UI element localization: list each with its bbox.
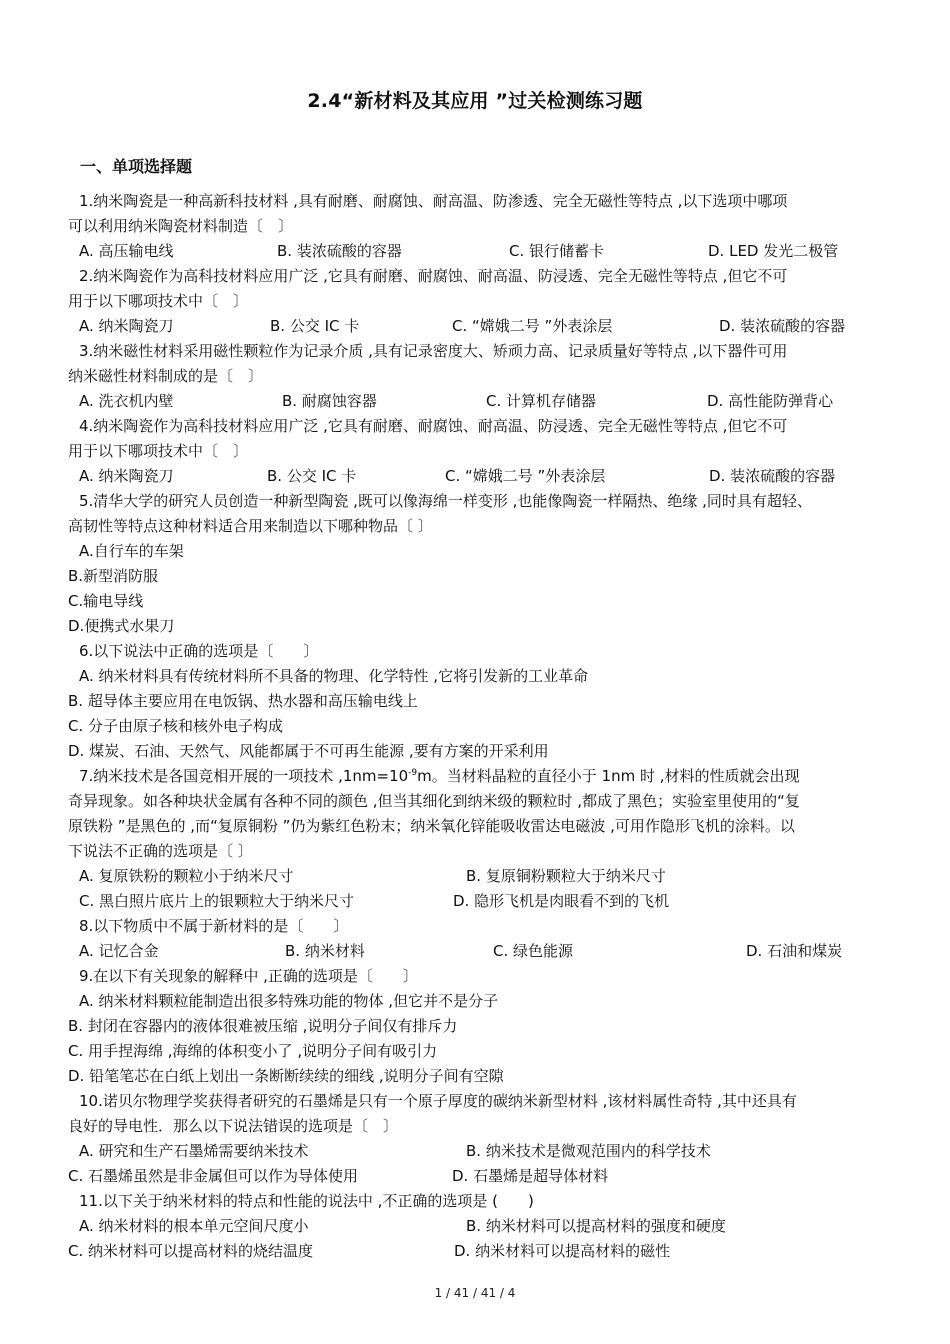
question-10-options-cd [68, 1164, 898, 1189]
option-d: D. LED 发光二极管 [708, 242, 839, 260]
question-7-stem [68, 764, 898, 789]
option-b: B. 装浓硫酸的容器 [277, 242, 402, 260]
option-a: A. 洗衣机内壁 [79, 392, 174, 410]
option-d: D. 装浓硫酸的容器 [719, 317, 846, 335]
option-d: D.便携式水果刀 [68, 617, 175, 635]
question-7-stem-cont: 原铁粉 ”是黑色的 ,而“复原铜粉 ”仍为紫红色粉末；纳米氧化锌能吸收雷达电磁波 ,可用作隐形飞机的涂料。以 [68, 817, 795, 835]
question-4-options [68, 464, 898, 489]
option-a: A. 复原铁粉的颗粒小于纳米尺寸 [79, 867, 294, 885]
option-c: C. 黑白照片底片上的银颗粒大于纳米尺寸 [79, 892, 355, 910]
option-d: D. 煤炭、石油、天然气、风能都属于不可再生能源 ,要有方案的开采利用 [68, 742, 549, 760]
option-a: A. 纳米材料的根本单元空间尺度小 [79, 1217, 309, 1235]
question-1-stem: 1.纳米陶瓷是一种高新科技材料 ,具有耐磨、耐腐蚀、耐高温、防渗透、完全无磁性等特点 ,以下选项中哪项 [79, 192, 788, 210]
option-a: A. 纳米陶瓷刀 [79, 467, 174, 485]
option-a: A. 纳米材料具有传统材料所不具备的物理、化学特性 ,它将引发新的工业革命 [79, 667, 589, 685]
option-d: D. 隐形飞机是肉眼看不到的飞机 [453, 892, 670, 910]
question-10-options-ab [68, 1139, 898, 1164]
option-c: C. 用手捏海绵 ,海绵的体积变小了 ,说明分子间有吸引力 [68, 1042, 438, 1060]
question-2-stem: 2.纳米陶瓷作为高科技材料应用广泛 ,它具有耐磨、耐腐蚀、耐高温、防浸透、完全无磁性等特点 ,但它不可 [79, 267, 788, 285]
option-c: C. 银行储蓄卡 [509, 242, 605, 260]
option-b: B. 复原铜粉颗粒大于纳米尺寸 [466, 867, 666, 885]
question-1-stem-cont: 可以利用纳米陶瓷材料制造〔 〕 [68, 217, 294, 235]
option-a: A. 研究和生产石墨烯需要纳米技术 [79, 1142, 309, 1160]
question-3-stem: 3.纳米磁性材料采用磁性颗粒作为记录介质 ,具有记录密度大、矫顽力高、记录质量好等特点 ,以下器件可用 [79, 342, 788, 360]
question-list [68, 189, 898, 1264]
question-5-stem-cont: 高韧性等特点这种材料适合用来制造以下哪种物品〔 〕 [68, 517, 433, 535]
option-c: C. 绿色能源 [493, 942, 574, 960]
question-6-stem: 6.以下说法中正确的选项是〔 〕 [79, 642, 319, 660]
question-7-stem-part2: m。当材料晶粒的直径小于 1nm 时 ,材料的性质就会出现 [417, 767, 800, 785]
section-heading: 一、单项选择题 [80, 157, 193, 176]
question-9-stem: 9.在以下有关现象的解释中 ,正确的选项是〔 〕 [79, 967, 418, 985]
question-4-stem-cont: 用于以下哪项技术中〔 〕 [68, 442, 249, 460]
option-d: D. 装浓硫酸的容器 [709, 467, 836, 485]
option-a: A. 纳米陶瓷刀 [79, 317, 174, 335]
question-7-options-ab [68, 864, 898, 889]
option-b: B. 封闭在容器内的液体很难被压缩 ,说明分子间仅有排斥力 [68, 1017, 458, 1035]
option-c: C. “嫦娥二号 ”外表涂层 [452, 317, 613, 335]
option-b: B. 纳米材料可以提高材料的强度和硬度 [466, 1217, 726, 1235]
option-b: B. 纳米材料 [285, 942, 365, 960]
question-7-stem-cont: 下说法不正确的选项是〔 〕 [68, 842, 253, 860]
question-8-stem: 8.以下物质中不属于新材料的是〔 〕 [79, 917, 349, 935]
option-c: C. 计算机存储器 [486, 392, 597, 410]
option-c: C. “嫦娥二号 ”外表涂层 [445, 467, 606, 485]
question-10-stem-cont: 良好的导电性．那么以下说法错误的选项是〔 〕 [68, 1117, 399, 1135]
option-d: D. 石墨烯是超导体材料 [452, 1167, 609, 1185]
question-3-stem-cont: 纳米磁性材料制成的是〔 〕 [68, 367, 264, 385]
question-4-stem: 4.纳米陶瓷作为高科技材料应用广泛 ,它具有耐磨、耐腐蚀、耐高温、防浸透、完全无磁性等特点 ,但它不可 [79, 417, 788, 435]
option-b: B. 公交 IC 卡 [267, 467, 357, 485]
option-b: B.新型消防服 [68, 567, 159, 585]
option-a: A. 高压输电线 [79, 242, 174, 260]
option-d: D. 铅笔笔芯在白纸上划出一条断断续续的细线 ,说明分子间有空隙 [68, 1067, 504, 1085]
option-a: A. 纳米材料颗粒能制造出很多特殊功能的物体 ,但它并不是分子 [79, 992, 499, 1010]
option-b: B. 耐腐蚀容器 [282, 392, 377, 410]
option-c: C.输电导线 [68, 592, 144, 610]
question-10-stem: 10.诺贝尔物理学奖获得者研究的石墨烯是只有一个原子厚度的碳纳米新型材料 ,该材料属性奇特 ,其中还具有 [79, 1092, 797, 1110]
option-c: C. 石墨烯虽然是非金属但可以作为导体使用 [68, 1167, 359, 1185]
question-5-stem: 5.清华大学的研究人员创造一种新型陶瓷 ,既可以像海绵一样变形 ,也能像陶瓷一样隔热、绝缘 ,同时具有超轻、 [79, 492, 812, 510]
question-7-stem-part1: 7.纳米技术是各国竞相开展的一项技术 ,1nm=10 [79, 767, 409, 785]
exponent: -9 [408, 768, 418, 778]
page-number: 1 / 41 / 41 / 4 [434, 1286, 516, 1300]
document-title: 2.4“新材料及其应用 ”过关检测练习题 [307, 90, 643, 112]
question-11-stem: 11.以下关于纳米材料的特点和性能的说法中 ,不正确的选项是 ( ) [79, 1192, 534, 1210]
question-2-options [68, 314, 898, 339]
question-7-options-cd [68, 889, 898, 914]
question-11-options-ab [68, 1214, 898, 1239]
option-d: D. 高性能防弹背心 [707, 392, 834, 410]
option-a: A. 记忆合金 [79, 942, 159, 960]
option-b: B. 超导体主要应用在电饭锅、热水器和高压输电线上 [68, 692, 418, 710]
question-3-options [68, 389, 898, 414]
option-c: C. 纳米材料可以提高材料的烧结温度 [68, 1242, 314, 1260]
option-d: D. 石油和煤炭 [746, 942, 843, 960]
option-b: B. 纳米技术是微观范围内的科学技术 [466, 1142, 711, 1160]
question-8-options [68, 939, 898, 964]
question-7-stem-cont: 奇异现象。如各种块状金属有各种不同的颜色 ,但当其细化到纳米级的颗粒时 ,都成了黑色；实验室里使用的“复 [68, 792, 800, 810]
option-b: B. 公交 IC 卡 [270, 317, 360, 335]
option-a: A.自行车的车架 [79, 542, 184, 560]
question-11-options-cd [68, 1239, 898, 1264]
option-c: C. 分子由原子核和核外电子构成 [68, 717, 284, 735]
question-2-stem-cont: 用于以下哪项技术中〔 〕 [68, 292, 249, 310]
option-d: D. 纳米材料可以提高材料的磁性 [454, 1242, 671, 1260]
question-1-options [68, 239, 898, 264]
